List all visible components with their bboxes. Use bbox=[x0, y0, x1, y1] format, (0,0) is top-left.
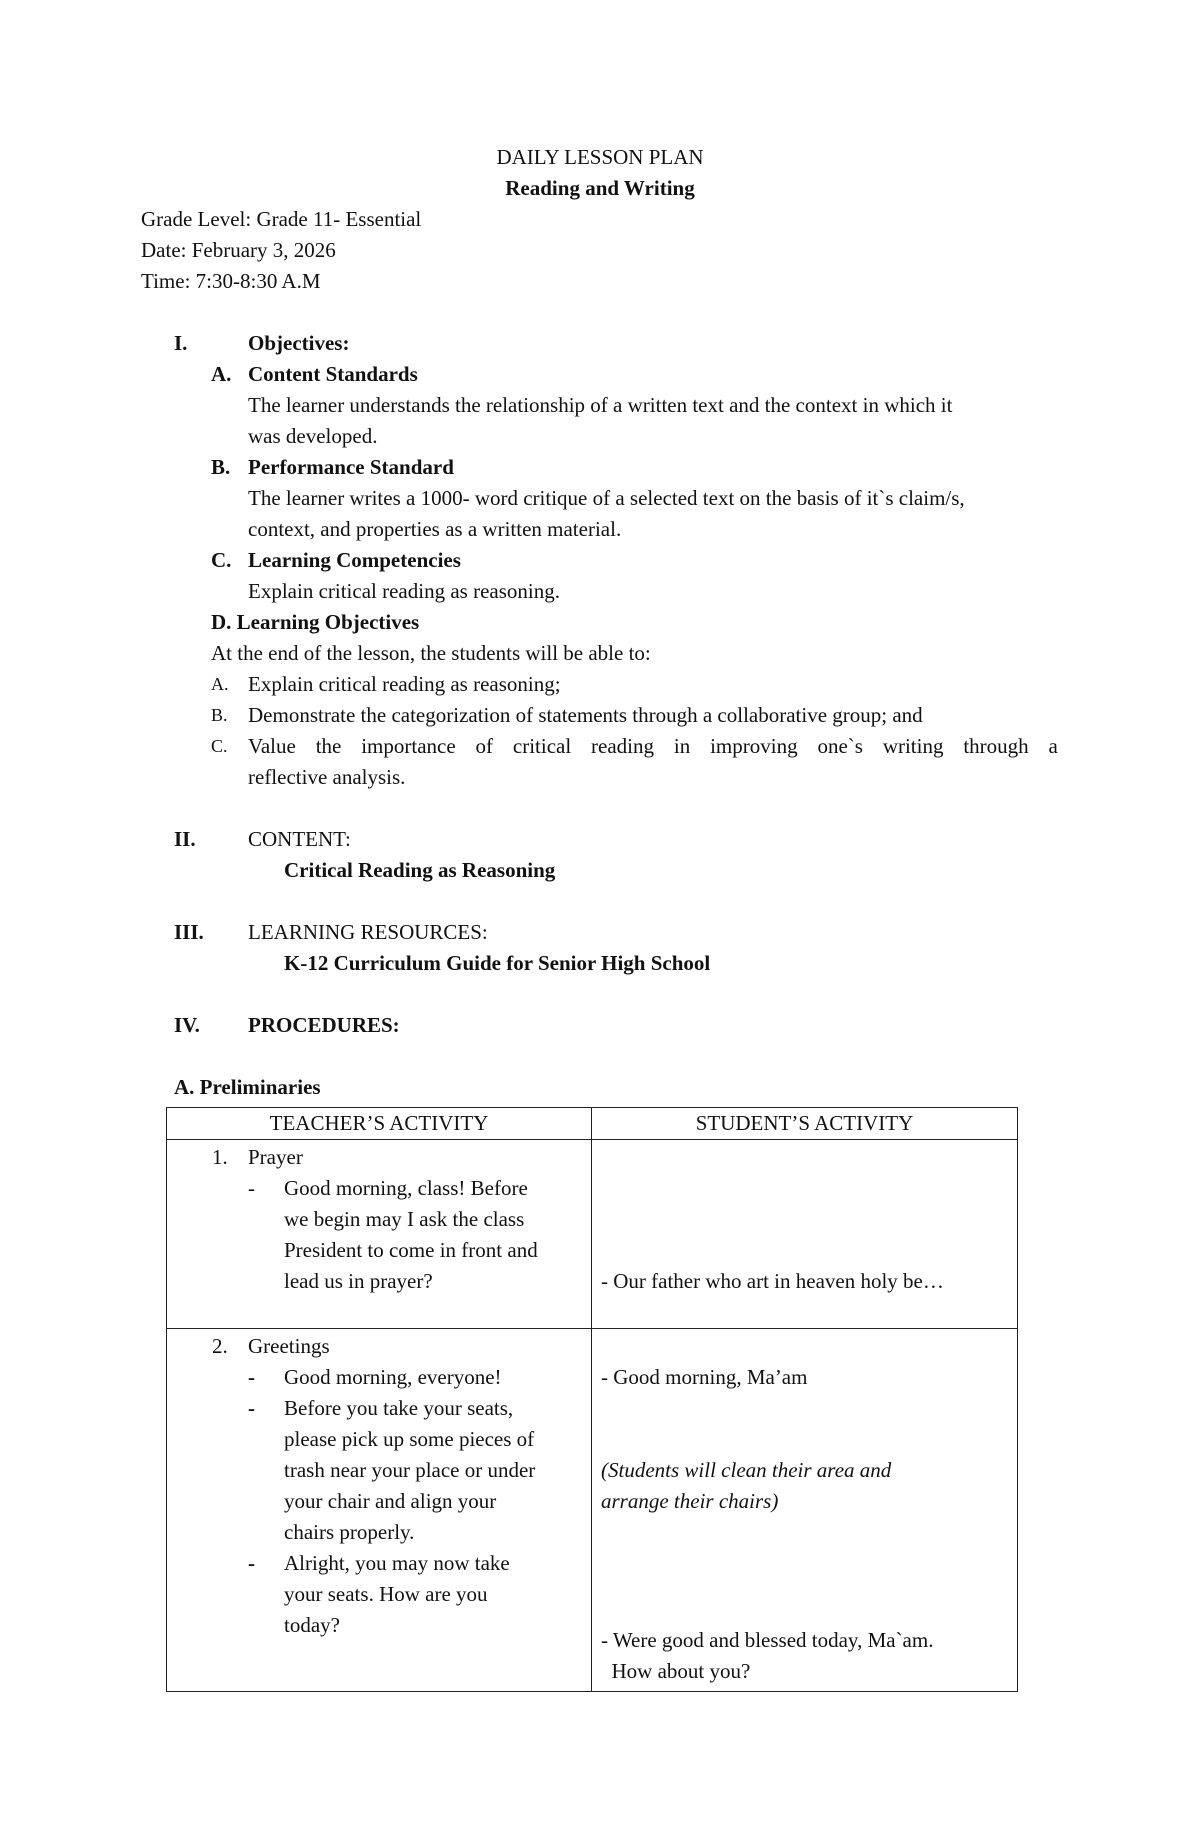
procedures-heading: PROCEDURES: bbox=[248, 1013, 400, 1037]
content-standards-text-line: was developed. bbox=[248, 424, 378, 448]
bullet-dash: - bbox=[248, 1365, 255, 1389]
item-number: 2. bbox=[212, 1334, 228, 1358]
word: one`s bbox=[817, 734, 863, 758]
teacher-line: we begin may I ask the class bbox=[284, 1207, 525, 1231]
objective-item-letter: B. bbox=[211, 705, 228, 725]
student-response: - Were good and blessed today, Ma`am. bbox=[601, 1628, 934, 1652]
word: improving bbox=[710, 734, 798, 758]
item-number: 1. bbox=[212, 1145, 228, 1169]
teacher-line: Before you take your seats, bbox=[284, 1396, 514, 1420]
content-standards-heading: Content Standards bbox=[248, 362, 418, 386]
teacher-cell-prayer bbox=[167, 1140, 592, 1329]
table-row bbox=[167, 1140, 1018, 1329]
section-numeral-objectives: I. bbox=[174, 331, 188, 355]
objective-item-letter: A. bbox=[211, 674, 229, 694]
preliminaries-heading: A. Preliminaries bbox=[174, 1075, 321, 1099]
content-standards-text-line: The learner understands the relationship of a written text and the context in which it bbox=[248, 393, 953, 417]
word: Value bbox=[248, 734, 296, 758]
objective-item-text: Explain critical reading as reasoning; bbox=[248, 672, 561, 696]
word: importance bbox=[361, 734, 456, 758]
section-numeral-content: II. bbox=[174, 827, 196, 851]
learning-competencies-heading: Learning Competencies bbox=[248, 548, 461, 572]
objective-item-text-line: reflective analysis. bbox=[248, 765, 406, 789]
teacher-line: today? bbox=[284, 1613, 340, 1637]
word: the bbox=[315, 734, 342, 758]
teacher-line: please pick up some pieces of bbox=[284, 1427, 535, 1451]
document-title: DAILY LESSON PLAN bbox=[496, 145, 704, 169]
performance-standard-letter: B. bbox=[211, 455, 231, 479]
student-cell-prayer bbox=[592, 1140, 1018, 1329]
teacher-line: lead us in prayer? bbox=[284, 1269, 433, 1293]
resources-source: K-12 Curriculum Guide for Senior High School bbox=[284, 951, 711, 975]
objective-item-letter: C. bbox=[211, 736, 228, 756]
word: writing bbox=[882, 734, 944, 758]
section-numeral-procedures: IV. bbox=[174, 1013, 200, 1037]
objective-item-text-justified bbox=[248, 731, 1058, 762]
word: of bbox=[475, 734, 494, 758]
bullet-dash: - bbox=[248, 1551, 255, 1575]
teacher-line: Good morning, everyone! bbox=[284, 1365, 502, 1389]
teacher-line: Alright, you may now take bbox=[284, 1551, 510, 1575]
teacher-cell-greetings bbox=[167, 1329, 592, 1692]
resources-heading: LEARNING RESOURCES: bbox=[248, 920, 488, 944]
table-row bbox=[167, 1329, 1018, 1692]
student-activity-header: STUDENT’S ACTIVITY bbox=[592, 1108, 1018, 1140]
section-numeral-resources: III. bbox=[174, 920, 204, 944]
lesson-time: Time: 7:30-8:30 A.M bbox=[141, 269, 321, 293]
objective-item-text: Demonstrate the categorization of statements through a collaborative group; and bbox=[248, 703, 923, 727]
performance-standard-text-line: context, and properties as a written material. bbox=[248, 517, 622, 541]
learning-competencies-letter: C. bbox=[211, 548, 232, 572]
table-header-row bbox=[167, 1108, 1018, 1140]
word: critical bbox=[512, 734, 572, 758]
word: a bbox=[1048, 734, 1058, 758]
student-response: How about you? bbox=[601, 1659, 751, 1683]
item-title: Greetings bbox=[248, 1334, 330, 1358]
teacher-line: President to come in front and bbox=[284, 1238, 538, 1262]
content-heading: CONTENT: bbox=[248, 827, 351, 851]
teacher-line: trash near your place or under bbox=[284, 1458, 536, 1482]
content-standards-letter: A. bbox=[211, 362, 232, 386]
bullet-dash: - bbox=[248, 1396, 255, 1420]
activities-table bbox=[166, 1107, 1018, 1692]
grade-level: Grade Level: Grade 11- Essential bbox=[141, 207, 422, 231]
teacher-line: your seats. How are you bbox=[284, 1582, 488, 1606]
item-title: Prayer bbox=[248, 1145, 303, 1169]
learning-objectives-heading: D. Learning Objectives bbox=[211, 610, 420, 634]
student-cell-greetings bbox=[592, 1329, 1018, 1692]
subject-title: Reading and Writing bbox=[505, 176, 695, 200]
objectives-heading: Objectives: bbox=[248, 331, 350, 355]
content-topic: Critical Reading as Reasoning bbox=[284, 858, 556, 882]
learning-competencies-text: Explain critical reading as reasoning. bbox=[248, 579, 560, 603]
word: reading bbox=[591, 734, 655, 758]
student-response: - Our father who art in heaven holy be… bbox=[601, 1269, 944, 1293]
student-response: - Good morning, Ma’am bbox=[601, 1365, 808, 1389]
learning-objectives-intro: At the end of the lesson, the students will be able to: bbox=[211, 641, 651, 665]
student-action-note: arrange their chairs) bbox=[601, 1489, 779, 1513]
lesson-date: Date: February 3, 2026 bbox=[141, 238, 336, 262]
performance-standard-text-line: The learner writes a 1000- word critique of a selected text on the basis of it`s claim/s, bbox=[248, 486, 965, 510]
word: through bbox=[963, 734, 1029, 758]
student-action-note: (Students will clean their area and bbox=[601, 1458, 892, 1482]
teacher-line: your chair and align your bbox=[284, 1489, 497, 1513]
teacher-line: Good morning, class! Before bbox=[284, 1176, 528, 1200]
teacher-line: chairs properly. bbox=[284, 1520, 415, 1544]
bullet-dash: - bbox=[248, 1176, 255, 1200]
word: in bbox=[673, 734, 691, 758]
teacher-activity-header: TEACHER’S ACTIVITY bbox=[167, 1108, 592, 1140]
performance-standard-heading: Performance Standard bbox=[248, 455, 454, 479]
